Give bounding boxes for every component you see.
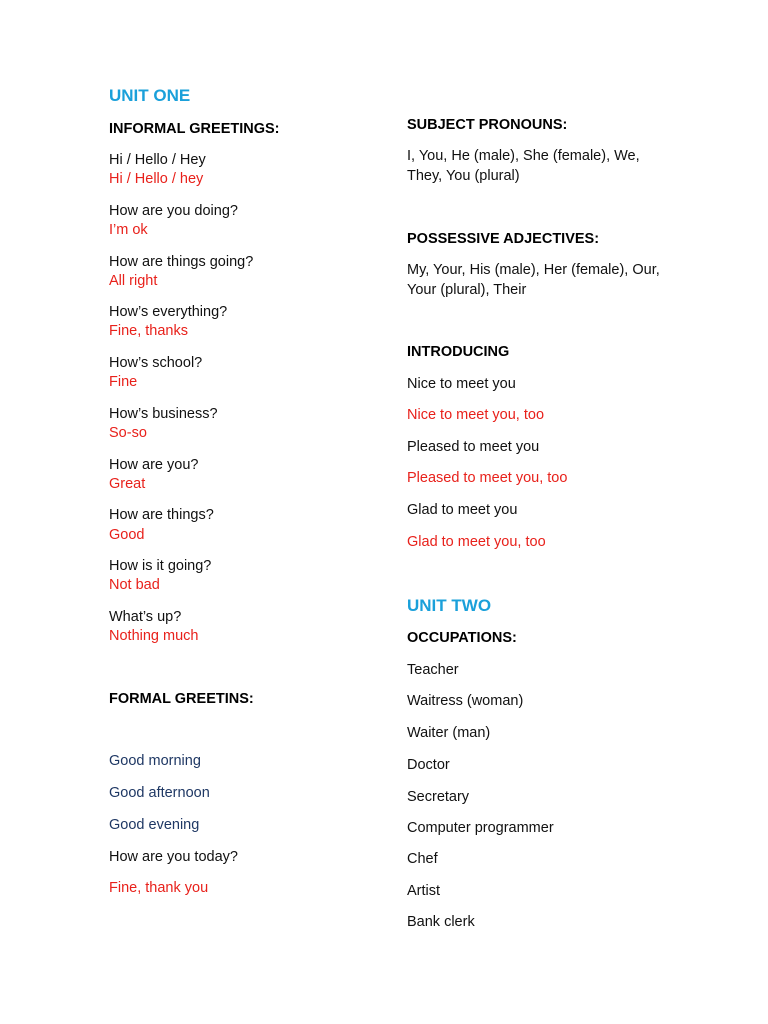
greeting-question: What’s up? bbox=[109, 609, 182, 625]
occupation-item: Computer programmer bbox=[407, 820, 554, 836]
greeting-answer: So-so bbox=[109, 425, 147, 441]
greeting-answer: Great bbox=[109, 476, 146, 492]
greeting-question: How are things? bbox=[109, 507, 214, 523]
occupations-heading: OCCUPATIONS: bbox=[407, 630, 517, 646]
subject-pronouns-text: I, You, He (male), She (female), We, They, You (plural) bbox=[407, 148, 640, 184]
greeting-question: Hi / Hello / Hey bbox=[109, 152, 206, 168]
unit-two-title: UNIT TWO bbox=[407, 596, 492, 615]
formal-greeting: Good morning bbox=[109, 753, 201, 769]
greeting-question: How are you? bbox=[109, 457, 199, 473]
introducing-phrase: Glad to meet you bbox=[407, 502, 518, 518]
occupation-item: Waiter (man) bbox=[407, 725, 491, 741]
greeting-answer: Not bad bbox=[109, 577, 160, 593]
greeting-answer: I’m ok bbox=[109, 222, 148, 238]
greeting-answer: Good bbox=[109, 527, 145, 543]
greeting-question: How’s school? bbox=[109, 355, 203, 371]
formal-greeting: Good afternoon bbox=[109, 785, 210, 801]
formal-greetings-heading: FORMAL GREETINS: bbox=[109, 691, 254, 707]
greeting-answer: Fine bbox=[109, 374, 138, 390]
occupation-item: Chef bbox=[407, 851, 438, 867]
introducing-heading: INTRODUCING bbox=[407, 344, 510, 360]
greeting-question: How are you doing? bbox=[109, 203, 238, 219]
greeting-answer: Hi / Hello / hey bbox=[109, 171, 204, 187]
greeting-question: How’s everything? bbox=[109, 304, 228, 320]
possessive-adjectives-heading: POSSESSIVE ADJECTIVES: bbox=[407, 231, 600, 247]
formal-greeting: Good evening bbox=[109, 817, 200, 833]
informal-greetings-heading: INFORMAL GREETINGS: bbox=[109, 121, 280, 137]
subject-pronouns-heading: SUBJECT PRONOUNS: bbox=[407, 117, 568, 133]
unit-one-title: UNIT ONE bbox=[109, 86, 191, 105]
greeting-answer: Nothing much bbox=[109, 628, 199, 644]
occupation-item: Teacher bbox=[407, 662, 459, 678]
introducing-phrase: Nice to meet you bbox=[407, 376, 516, 392]
occupation-item: Artist bbox=[407, 883, 441, 899]
greeting-question: How’s business? bbox=[109, 406, 218, 422]
greeting-question: How are things going? bbox=[109, 254, 254, 270]
occupation-item: Doctor bbox=[407, 757, 450, 773]
greeting-answer: All right bbox=[109, 273, 158, 289]
occupation-item: Waitress (woman) bbox=[407, 693, 524, 709]
formal-question: How are you today? bbox=[109, 849, 238, 865]
greeting-answer: Fine, thanks bbox=[109, 323, 188, 339]
introducing-reply: Nice to meet you, too bbox=[407, 407, 545, 423]
greeting-question: How is it going? bbox=[109, 558, 212, 574]
occupation-item: Bank clerk bbox=[407, 914, 475, 930]
possessive-adjectives-text: My, Your, His (male), Her (female), Our, Your (plural), Their bbox=[407, 262, 660, 298]
formal-answer: Fine, thank you bbox=[109, 880, 209, 896]
introducing-phrase: Pleased to meet you bbox=[407, 439, 540, 455]
introducing-reply: Glad to meet you, too bbox=[407, 534, 546, 550]
occupation-item: Secretary bbox=[407, 789, 470, 805]
introducing-reply: Pleased to meet you, too bbox=[407, 470, 568, 486]
